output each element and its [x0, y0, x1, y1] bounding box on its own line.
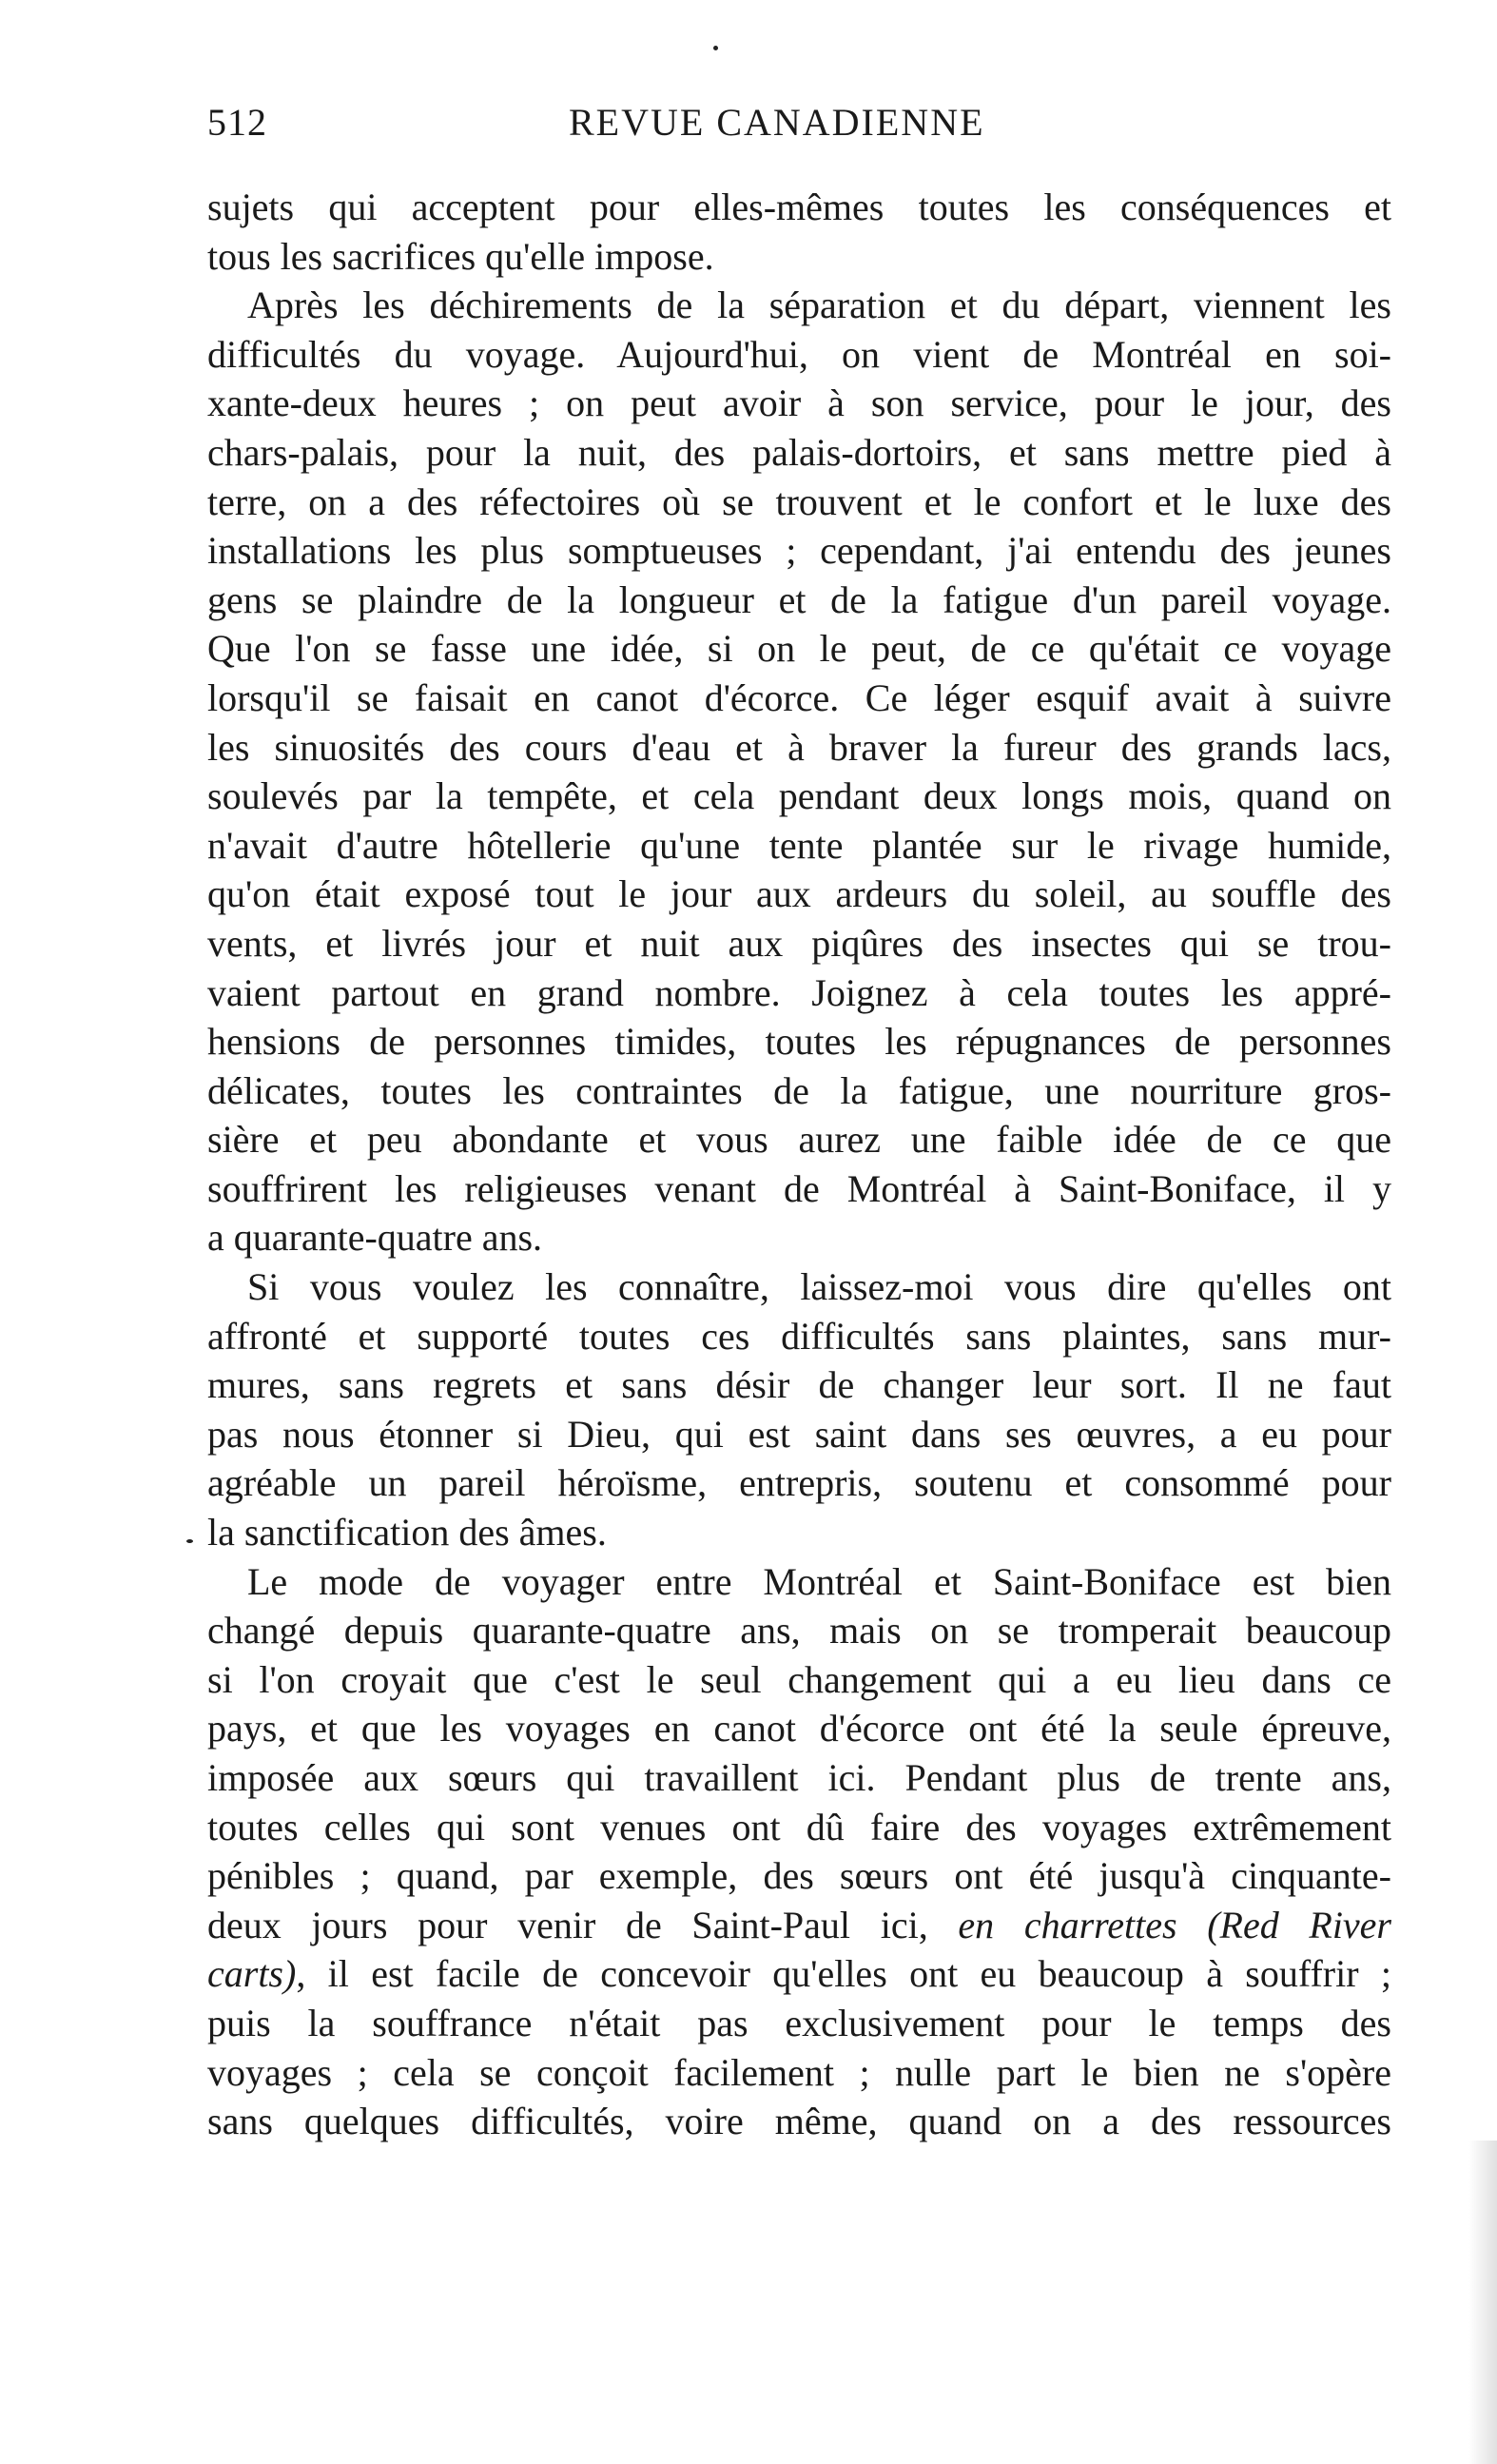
paragraph [207, 1262, 1391, 1557]
text-line: Si vous voulez les connaître, laissez-moi vous dire qu'elles ont [247, 1265, 1391, 1309]
text-line: voyages ; cela se conçoit facilement ; nulle part le bien ne s'opère [207, 2050, 1391, 2094]
text-line: délicates, toutes les contraintes de la fatigue, une nourriture gros- [207, 1068, 1391, 1112]
text-line: carts), il est facile de concevoir qu'elles ont eu beaucoup à souffrir ; [207, 1952, 1391, 1996]
text-line: lorsqu'il se faisait en canot d'écorce. Ce léger esquif avait à suivre [207, 675, 1391, 719]
text-line: imposée aux sœurs qui travaillent ici. Pendant plus de trente ans, [207, 1756, 1391, 1799]
paragraph [207, 183, 1391, 281]
text-line: Le mode de voyager entre Montréal et Saint-Boniface est bien [247, 1559, 1391, 1603]
text-line: chars-palais, pour la nuit, des palais-dortoirs, et sans mettre pied à [207, 430, 1391, 474]
text-line: mures, sans regrets et sans désir de changer leur sort. Il ne faut [207, 1363, 1391, 1407]
text-line: souffrirent les religieuses venant de Montréal à Saint-Boniface, il y [207, 1166, 1391, 1210]
body-text [207, 183, 1391, 2146]
text-line: la sanctification des âmes. [207, 1511, 607, 1555]
page-number: 512 [207, 101, 267, 144]
paragraph [207, 281, 1391, 1262]
text-line: pays, et que les voyages en canot d'écorce ont été la seule épreuve, [207, 1707, 1391, 1750]
text-line: agréable un pareil héroïsme, entrepris, soutenu et consommé pour [207, 1461, 1391, 1505]
text-line: difficultés du voyage. Aujourd'hui, on vient de Montréal en soi- [207, 332, 1391, 376]
scan-speck [713, 46, 718, 50]
text-line: Après les déchirements de la séparation et du départ, viennent les [247, 284, 1391, 327]
text-line: sujets qui acceptent pour elles-mêmes toutes les conséquences et [207, 186, 1391, 228]
page-edge-shadow [1468, 2141, 1497, 2464]
text-line: changé depuis quarante-quatre ans, mais on se tromperait beaucoup [207, 1609, 1391, 1652]
text-line: vents, et livrés jour et nuit aux piqûres des insectes qui se trou- [207, 921, 1391, 965]
text-line: n'avait d'autre hôtellerie qu'une tente plantée sur le rivage humide, [207, 823, 1391, 867]
text-line: installations les plus somptueuses ; cependant, j'ai entendu des jeunes [207, 529, 1391, 573]
text-line: a quarante-quatre ans. [207, 1216, 543, 1260]
text-line: puis la souffrance n'était pas exclusivement pour le temps des [207, 2001, 1391, 2044]
text-line: vaient partout en grand nombre. Joignez à cela toutes les appré- [207, 970, 1391, 1014]
text-line: toutes celles qui sont venues ont dû faire des voyages extrêmement [207, 1805, 1391, 1848]
text-line: Que l'on se fasse une idée, si on le peut, de ce qu'était ce voyage [207, 627, 1391, 671]
text-line: qu'on était exposé tout le jour aux ardeurs du soleil, au souffle des [207, 872, 1391, 916]
text-line: affronté et supporté toutes ces difficultés sans plaintes, sans mur- [207, 1314, 1391, 1358]
text-line: terre, on a des réfectoires où se trouvent et le confort et le luxe des [207, 479, 1391, 523]
text-line: soulevés par la tempête, et cela pendant deux longs mois, quand on [207, 774, 1391, 818]
text-line: gens se plaindre de la longueur et de la fatigue d'un pareil voyage. [207, 577, 1391, 621]
text-line: sière et peu abondante et vous aurez une faible idée de ce que [207, 1118, 1391, 1162]
text-line: hensions de personnes timides, toutes les répugnances de personnes [207, 1020, 1391, 1064]
text-line: si l'on croyait que c'est le seul changement qui a eu lieu dans ce [207, 1657, 1391, 1701]
text-line: pas nous étonner si Dieu, qui est saint dans ses œuvres, a eu pour [207, 1412, 1391, 1456]
text-line: sans quelques difficultés, voire même, quand on a des ressources [207, 2100, 1391, 2143]
text-line: xante-deux heures ; on peut avoir à son service, pour le jour, des [207, 381, 1391, 425]
scan-speck [186, 1539, 193, 1543]
paragraph [207, 1557, 1391, 2146]
page-header [207, 100, 1377, 147]
text-line: tous les sacrifices qu'elle impose. [207, 234, 714, 278]
text-line: deux jours pour venir de Saint-Paul ici, en charrettes (Red River [207, 1903, 1392, 1946]
text-line: les sinuosités des cours d'eau et à braver la fureur des grands lacs, [207, 725, 1391, 769]
text-line: pénibles ; quand, par exemple, des sœurs ont été jusqu'à cinquante- [207, 1854, 1391, 1898]
running-title: REVUE CANADIENNE [569, 101, 985, 144]
